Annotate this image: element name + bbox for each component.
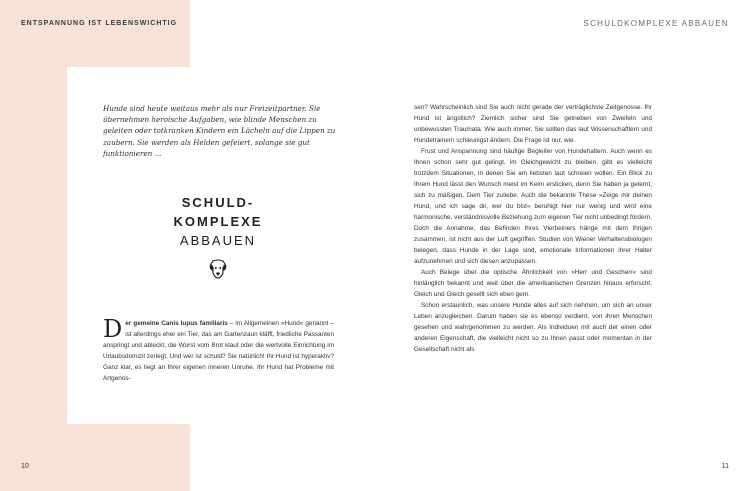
intro-bold-phrase: er gemeine Canis lupus familiaris [125, 320, 228, 327]
running-header-left: ENTSPANNUNG IST LEBENSWICHTIG [21, 20, 178, 27]
drop-cap: D [103, 315, 123, 343]
page-number-right: 11 [721, 463, 729, 470]
title-line-2: KOMPLEXE [173, 214, 263, 229]
lead-text: Hunde sind heute weitaus mehr als nur Freizeitpartner. Sie übernehmen heroische Aufgaben, wie blinde Menschen zu geleiten oder totkranken Kindern ein Lächeln auf die Lippen zu zaubern. Sie werden als Helden gefeiert, solange sie gut funktionieren ... [103, 104, 336, 158]
title-line-3: ABBAUEN [179, 233, 257, 248]
right-paragraph-1: sen? Wahrscheinlich sind Sie auch nicht gerade der verträglichste Zeitgenosse. Ihr Hund ist ängstlich? Ziemlich sicher sind Sie getrieben von Zweifeln und unbewussten Traumata. Wie auch immer, Sie sollten das laut Wissenschaftlern und Hundetrainern schleunigst ändern. Die Frage ist nur, wie. [414, 104, 652, 144]
right-paragraph-4: Schon erstaunlich, was unsere Hunde alles auf sich nehmen, um sich an unser Leben anzugleichen. Darum haben sie es ebenso verdient, von ihren Menschen gesehen und wahrgenommen zu werden. Als Individuen mit auch der einen oder anderen Eigenschaft, die vielleicht nicht so zu Ihnen passt oder momentan in der Gesellschaft nicht als [414, 302, 652, 353]
page-number-left: 10 [21, 463, 29, 470]
intro-paragraph [103, 315, 335, 384]
chapter-title [158, 193, 278, 280]
dog-head-icon [207, 258, 229, 280]
running-header-right: SCHULDKOMPLEXE ABBAUEN [583, 19, 729, 28]
right-paragraph-3: Auch Belege über die optische Ähnlichkeit von »Herr und Gescherr« sind hinlänglich bekannt und weit über die amerikanischen Grenzen hinaus erforscht. Gleich und Gleich gesellt sich eben gern. [414, 269, 652, 298]
right-column [414, 102, 652, 355]
right-paragraph-2: Frust und Anspannung sind häufige Begleiter von Hundehaltern. Auch wenn es Ihnen schon sehr gut gelingt, im Gleichgewicht zu bleiben, gibt es vielleicht trotzdem Situationen, in denen Sie am liebsten laut schreien wollen. Ein Blick zu Ihrem Hund lässt den Wunsch meist im Keim ersticken, denn Sie haben ja gelernt, sich zu mäßigen. Dem Tier zuliebe. Auch die bekannte These »Zeige mir deinen Hund, und ich sage dir, wer du bist« beruhigt hier nur wenig und wird eine harmonische, verständnisvolle Beziehung zum eigenen Tier nicht unbedingt fördern. Doch die Annahme, das Befinden Ihres Vierbeiners hänge mit dem Ihrigen zusammen, ist nicht aus der Luft gegriffen. Studien von Wiener Verhaltensbiologen belegen, dass Hunde in der Lage sind, emotionale Informationen ihrer Halter aufzunehmen und sich diesen anzupassen. [414, 148, 652, 265]
lead-paragraph [103, 103, 348, 159]
intro-text: – im Allgemeinen »Hund« genannt – ist allerdings eher ein Tier, das am Gartenzaun kläfft, friedliche Passanten anspringt und ableckt, die Wurst vom Brot klaut oder die wertvolle Einrichtung im Urlaubsdomizil zerlegt. Und wer ist schuld? Sie natürlich! Ihr Hund ist hyperaktiv? Ganz klar, es liegt an Ihrer eigenen inneren Unruhe. Ihr Hund hat Probleme mit Artgenos- [103, 320, 335, 382]
title-line-1: SCHULD- [181, 195, 255, 210]
